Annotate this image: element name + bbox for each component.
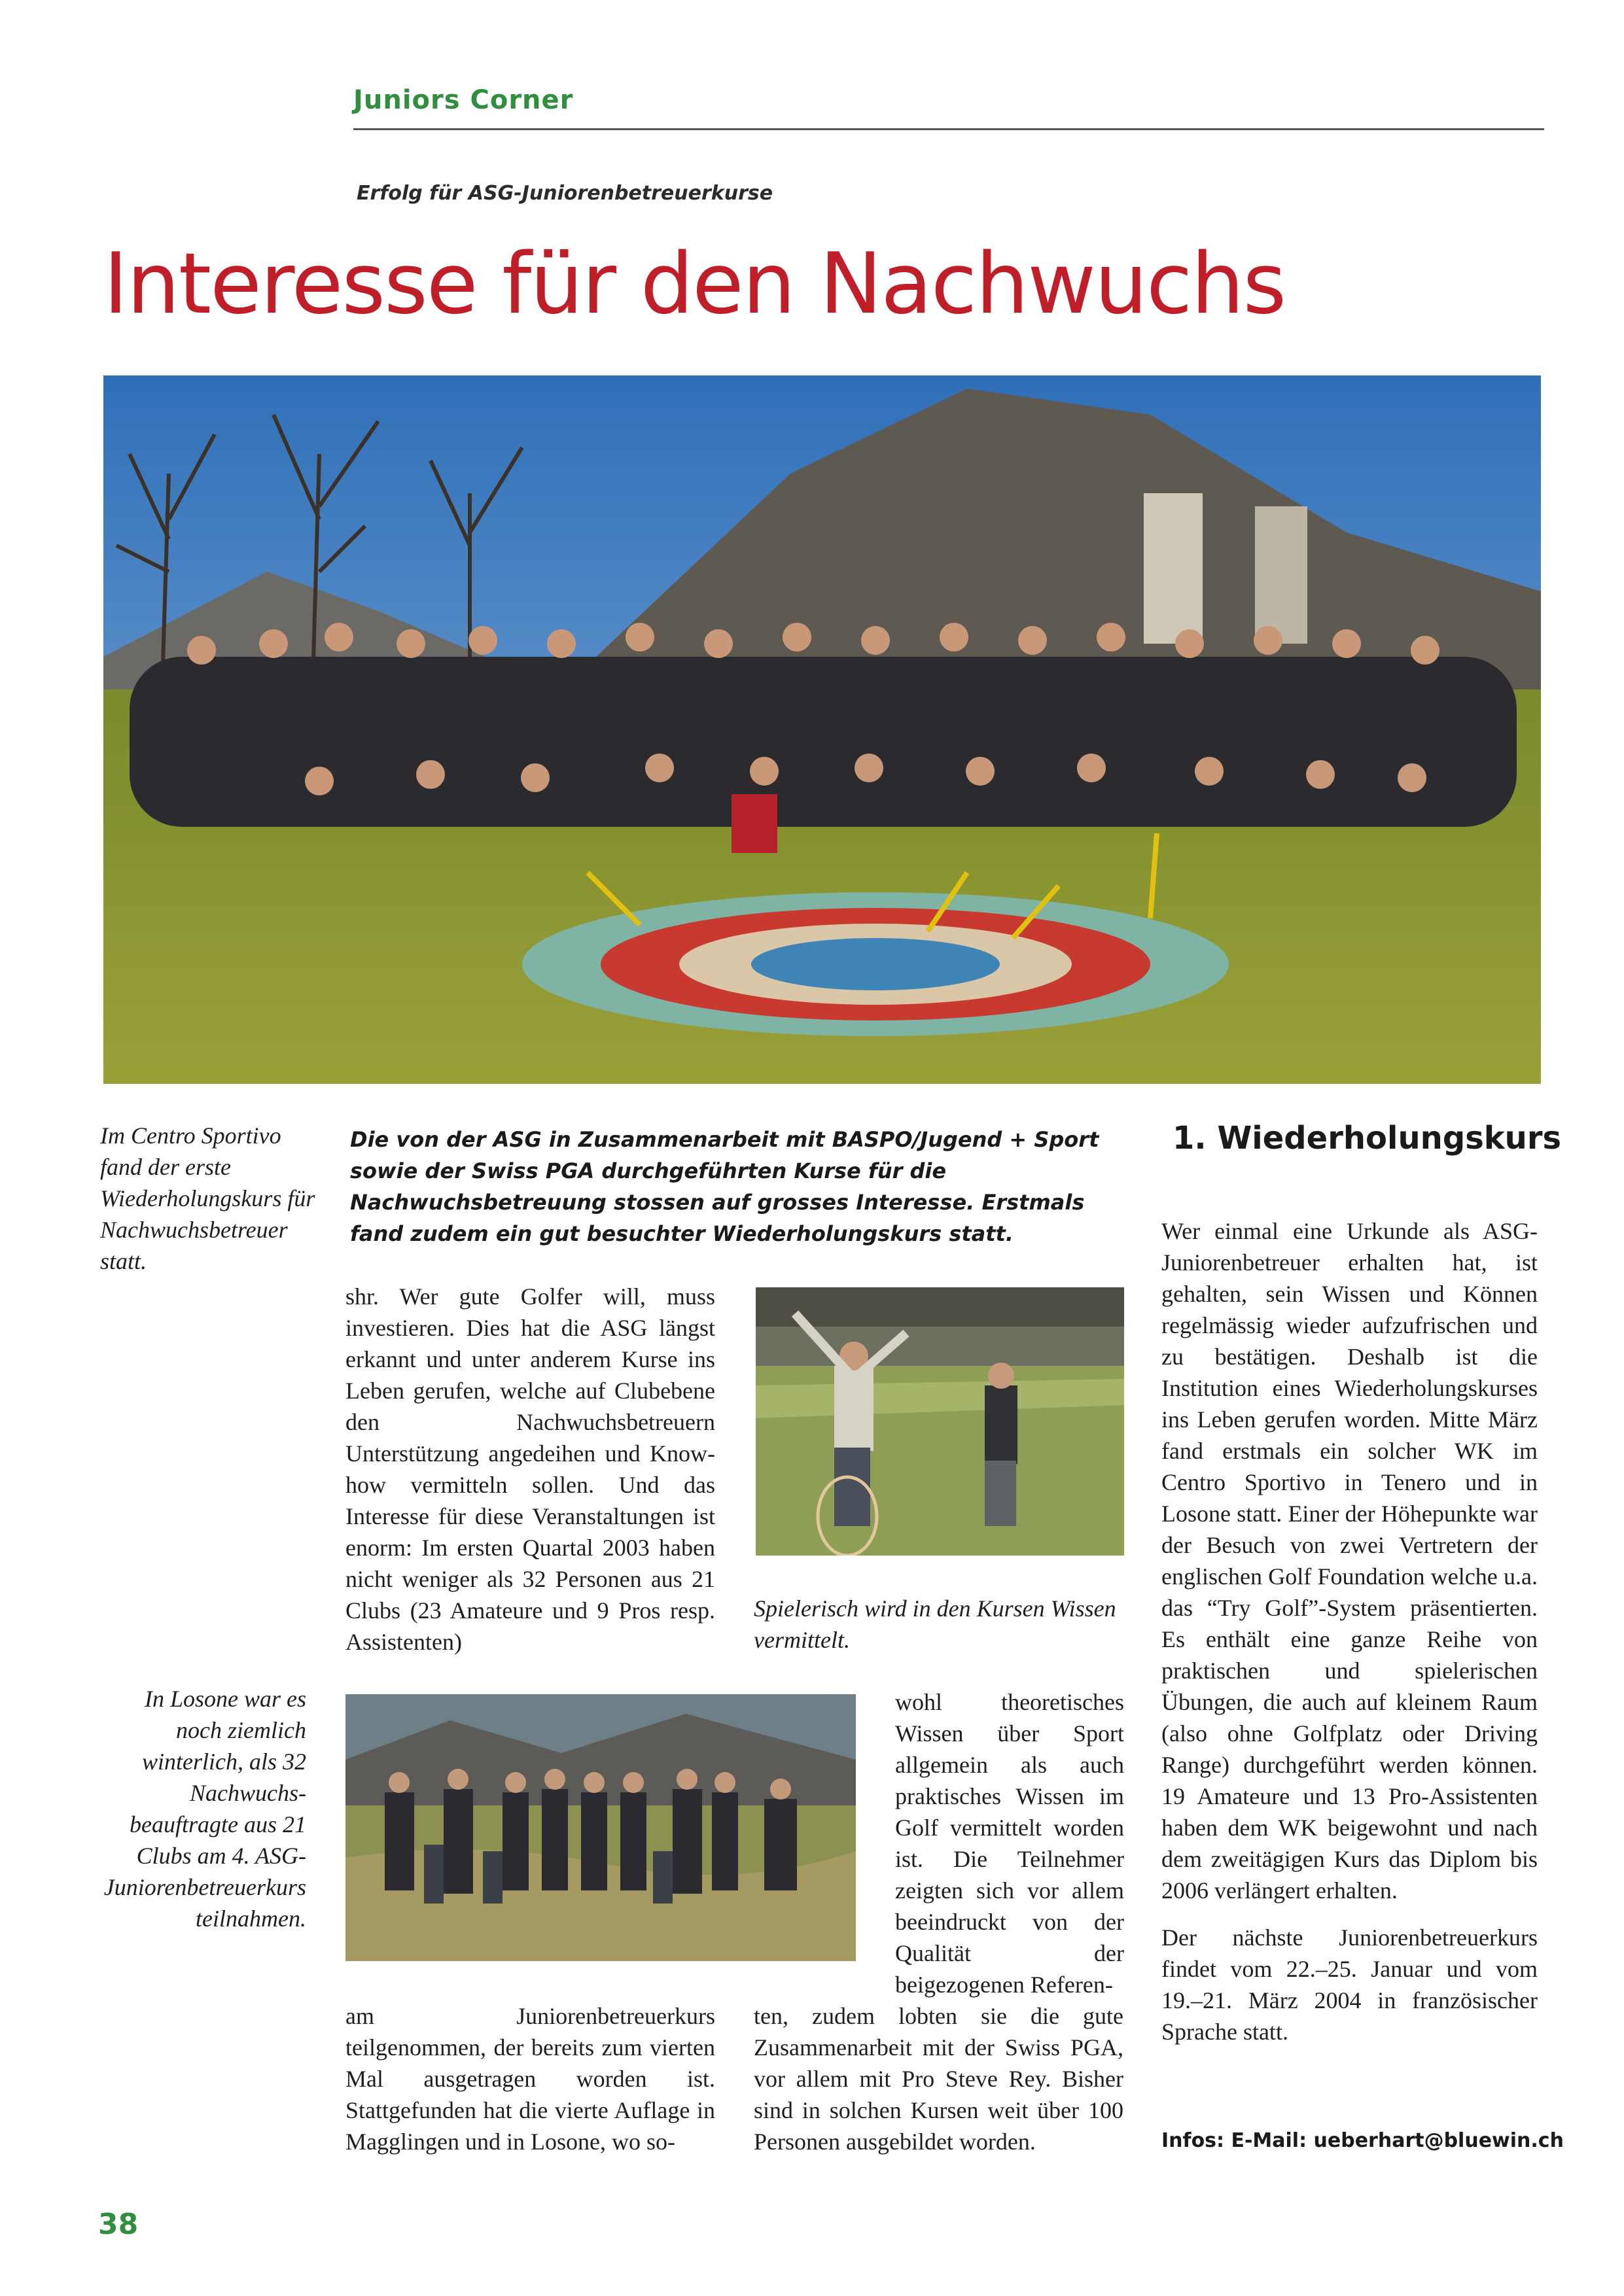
body-column-1-bottom [345, 2000, 715, 2173]
losone-photo-illustration [345, 1694, 856, 1961]
body-paragraph: wohl theoretisches Wissen über Sport allgemein als auch praktisches Wissen im Golf vermittelt worden ist. Die Teilnehmer zeigten sich vor allem beeindruckt von der Qualität der beigezogenen Referen- [895, 1689, 1124, 1998]
body-paragraph: Wer einmal eine Urkunde als ASG-Juniorenbetreuer erhalten hat, ist gehalten, sein Wissen und Können regelmässig wieder aufzufrischen und zu bestätigen. Deshalb ist die Institution eines Wiederholungskurses ins Leben gerufen worden. Mitte März fand erstmals ein solcher WK im Centro Sportivo in Tenero und in Losone statt. Einer der Höhepunkte war der Besuch von zwei Vertretern der englischen Golf Foundation welche u.a. das “Try Golf”-System präsentierten. Es enthält eine ganze Reihe von praktischen und spielerischen Übungen, die auch auf kleinem Raum (also ohne Golfplatz oder Driving Range) durchgeführt werden können. 19 Amateure und 13 Pro-Assistenten haben dem WK beigewohnt und nach dem zweitägigen Kurs das Diplom bis 2006 verlängert erhalten. [1161, 1218, 1538, 1904]
losone-photo [345, 1694, 856, 1961]
header-rule [353, 128, 1544, 130]
body-paragraph: Der nächste Juniorenbetreuerkurs findet vom 22.–25. Januar und vom 19.–21. März 2004 in französischer Sprache statt. [1161, 1924, 1538, 2045]
body-column-3 [1161, 1215, 1538, 2063]
article-kicker: Erfolg für ASG-Juniorenbetreuerkurse [357, 182, 773, 205]
lower-photo-caption: In Losone war es noch ziemlich winterlich, als 32 Nachwuchsbeauftragte aus 21 Clubs am 4. ASG-Juniorenbetreuerkurs teilnahmen. [103, 1686, 306, 1932]
swing-photo [756, 1287, 1124, 1556]
swing-photo-caption: Spielerisch wird in den Kursen Wissen vermittelt. [754, 1595, 1116, 1653]
contact-info: Infos: E-Mail: ueberhart@bluewin.ch [1161, 2129, 1564, 2152]
body-paragraph: am Juniorenbetreuerkurs teilgenommen, der bereits zum vierten Mal ausgetragen worden ist. Stattgefunden hat die vierte Auflage in Magglingen und in Losone, wo so- [345, 2003, 715, 2155]
body-paragraph: ten, zudem lobten sie die gute Zusammenarbeit mit der Swiss PGA, vor allem mit Pro Steve Rey. Bisher sind in solchen Kursen weit über 100 Personen ausgebildet worden. [754, 2003, 1123, 2155]
group-photo [103, 375, 1541, 1084]
group-photo-illustration [103, 375, 1541, 1084]
swing-photo-illustration [756, 1287, 1124, 1556]
article-lead: Die von der ASG in Zusammenarbeit mit BASPO/Jugend + Sport sowie der Swiss PGA durchgeführten Kurse für die Nachwuchsbetreuung stossen auf grosses Interesse. Erstmals fand zudem ein gut besuchter Wiederholungskurs statt. [350, 1127, 1099, 1246]
column-3-subheading: 1. Wiederholungskurs [1173, 1120, 1562, 1157]
page-number: 38 [98, 2208, 139, 2241]
section-title: Juniors Corner [353, 85, 574, 115]
body-column-1-top [345, 1281, 715, 1673]
body-column-2-narrow [895, 1686, 1124, 2016]
body-paragraph: shr. Wer gute Golfer will, muss investieren. Dies hat die ASG längst erkannt und unter anderem Kurse ins Leben gerufen, welche auf Clubebene den Nachwuchsbetreuern Unterstützung angedeihen und Know-how vermitteln sollen. Und das Interesse für diese Veranstaltungen ist enorm: Im ersten Quartal 2003 haben nicht weniger als 32 Personen aus 21 Clubs (23 Amateure und 9 Pros resp. Assistenten) [345, 1283, 715, 1655]
article-headline: Interesse für den Nachwuchs [103, 235, 1286, 333]
main-photo-caption: Im Centro Sportivo fand der erste Wiederholungskurs für Nachwuchsbetreuer statt. [100, 1122, 315, 1274]
body-column-2-bottom [754, 2000, 1123, 2173]
